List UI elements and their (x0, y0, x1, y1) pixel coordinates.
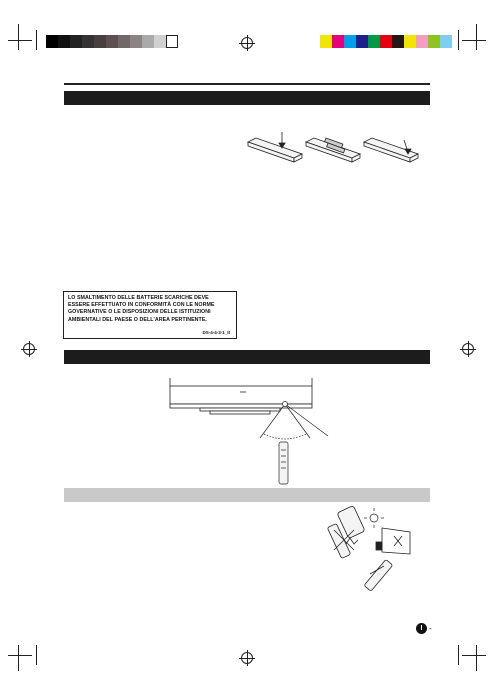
water-warning (327, 506, 365, 559)
color-swatch (392, 35, 404, 48)
registration-mark-right (462, 343, 474, 355)
grayscale-bar (46, 35, 178, 48)
language-page-icon: I (416, 623, 427, 634)
gray-swatch (46, 35, 58, 48)
gray-swatch (70, 35, 82, 48)
color-bar (320, 35, 452, 48)
gray-swatch (130, 35, 142, 48)
section-header-precautions (64, 488, 430, 502)
color-swatch (320, 35, 332, 48)
color-swatch (380, 35, 392, 48)
gray-swatch (106, 35, 118, 48)
gray-swatch (154, 35, 166, 48)
color-swatch (440, 35, 452, 48)
page-number (416, 623, 432, 634)
remote-operating-angle-diagram (162, 378, 342, 488)
tv-sensor-blocked (376, 528, 410, 554)
top-rule (64, 83, 430, 85)
gray-swatch (166, 35, 178, 48)
remote-pointing-up (279, 442, 288, 484)
color-swatch (344, 35, 356, 48)
gray-swatch (58, 35, 70, 48)
gray-swatch (118, 35, 130, 48)
color-swatch (428, 35, 440, 48)
registration-mark-top (241, 37, 253, 49)
remote-precautions-illustration (330, 502, 420, 592)
battery-disposal-notice (63, 291, 237, 339)
section-header-remote-angle (64, 350, 430, 364)
gray-swatch (82, 35, 94, 48)
remote-step-3 (364, 138, 418, 162)
color-swatch (332, 35, 344, 48)
color-swatch (356, 35, 368, 48)
remote-step-1 (248, 132, 302, 162)
notice-code: DS-4-4-3-1_It (202, 330, 230, 335)
page-dash: - (429, 624, 432, 633)
registration-mark-left (23, 343, 35, 355)
remote-held (364, 559, 393, 591)
remote-step-2 (306, 138, 360, 162)
battery-insertion-illustration (246, 132, 446, 172)
notice-text: LO SMALTIMENTO DELLE BATTERIE SCARICHE DEVE ESSERE EFFETTUATO IN CONFORMITÀ CON LE NORME GOVERNATIVE O LE DISPOSIZIONI DELLE ISTITUZIONI AMBIENTALI DEL PAESE O DELL'AREA PERTINENTE. (68, 295, 215, 323)
sunlight-warning (364, 508, 384, 528)
registration-mark-bottom (241, 652, 253, 664)
color-swatch (416, 35, 428, 48)
color-swatch (404, 35, 416, 48)
gray-swatch (142, 35, 154, 48)
section-header-batteries (64, 91, 430, 105)
color-swatch (368, 35, 380, 48)
gray-swatch (94, 35, 106, 48)
